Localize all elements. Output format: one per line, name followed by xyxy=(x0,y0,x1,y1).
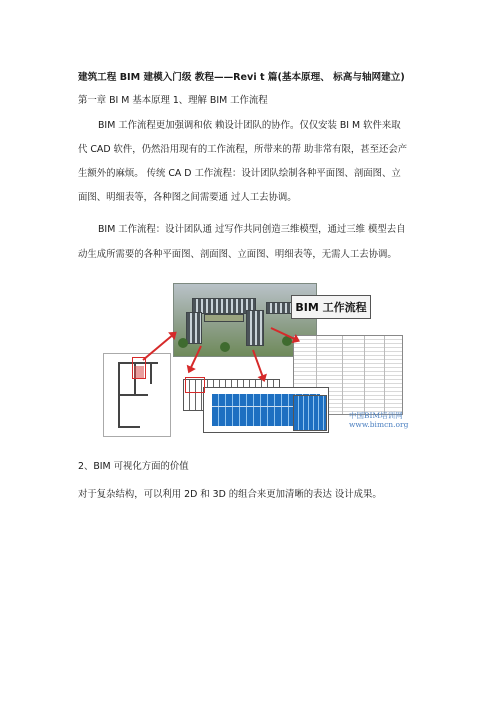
elevation-detail-thumbnail xyxy=(293,395,327,431)
paragraph-line: BIM 工作流程：设计团队通 过写作共同创造三维模型，通过三维 模型去自 xyxy=(98,224,406,235)
bim-workflow-figure xyxy=(103,283,410,439)
highlight-box xyxy=(185,377,205,393)
chapter-heading: 第一章 BI M 基本原理 1、理解 BIM 工作流程 xyxy=(78,95,268,106)
paragraph-line: 生额外的麻烦。 传统 CA D 工作流程：设计团队绘制各种平面图、剖面图、立 xyxy=(78,168,401,179)
watermark-url: www.bimcn.org xyxy=(349,420,409,429)
paragraph-line: BIM 工作流程更加强调和依 赖设计团队的协作。仅仅安装 BI M 软件来取 xyxy=(98,120,401,131)
paragraph-line: 面图、明细表等，各种图之间需要通 过人工去协调。 xyxy=(78,192,297,203)
watermark xyxy=(349,411,408,429)
paragraph-line: 对于复杂结构，可以利用 2D 和 3D 的组合来更加清晰的表达 设计成果。 xyxy=(78,489,382,500)
figure-label: BIM 工作流程 xyxy=(291,295,371,319)
section-heading: 2、BIM 可视化方面的价值 xyxy=(78,461,189,472)
watermark-cn: 中国BIM培训网 xyxy=(349,411,403,420)
paragraph-line: 代 CAD 软件，仍然沿用现有的工作流程，所带来的帮 助非常有限，甚至还会产 xyxy=(78,144,408,155)
document-title: 建筑工程 BIM 建模入门级 教程——Revi t 篇(基本原理、 标高与轴网建立) xyxy=(78,72,405,83)
paragraph-line: 动生成所需要的各种平面图、剖面图、立面图、明细表等，无需人工去协调。 xyxy=(78,249,397,260)
